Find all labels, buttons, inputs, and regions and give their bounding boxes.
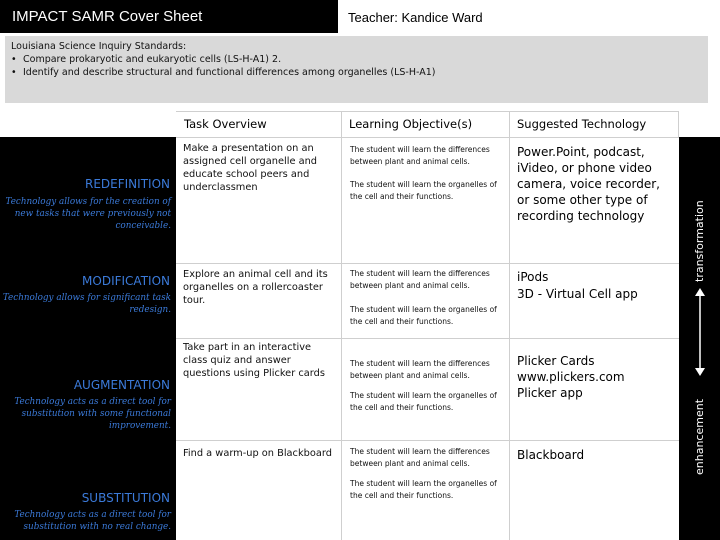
level-substitution: SUBSTITUTION <box>81 491 170 505</box>
table-divider <box>176 263 679 264</box>
technology-redefinition: Power.Point, podcast, iVideo, or phone video camera, voice recorder, or some other type of recording technology <box>517 145 660 223</box>
objective-cell: The student will learn the organelles of the cell and their functions. <box>350 391 497 412</box>
teacher-name: Teacher: Kandice Ward <box>338 0 720 33</box>
task-modification: Explore an animal cell and its organelles on a rollercoaster tour. <box>183 269 328 306</box>
standards-box <box>5 36 708 103</box>
table-divider <box>176 440 679 441</box>
table-divider <box>678 111 679 137</box>
table-divider <box>176 137 679 138</box>
objective-cell: The student will learn the organelles of the cell and their functions. <box>350 479 497 500</box>
column-header-technology: Suggested Technology <box>509 111 679 137</box>
standard-item: • Compare prokaryotic and eukaryotic cells (LS-H-A1) 2. <box>21 53 702 66</box>
level-substitution-desc: Technology acts as a direct tool for substitution with no real change. <box>14 510 171 532</box>
table-divider <box>509 111 510 540</box>
standard-item: • Identify and describe structural and functional differences among organelles (LS-H-A1) <box>21 66 702 79</box>
standards-list <box>11 53 702 79</box>
level-redefinition: REDEFINITION <box>85 177 170 191</box>
standards-title: Louisiana Science Inquiry Standards: <box>11 41 187 52</box>
level-modification-desc: Technology allows for significant task redesign. <box>2 293 171 315</box>
objective-cell: The student will learn the differences between plant and animal cells. <box>350 359 490 380</box>
level-augmentation: AUGMENTATION <box>73 378 170 392</box>
technology-modification-2: 3D - Virtual Cell app <box>517 287 638 301</box>
technology-augmentation: Plicker Cards www.plickers.com Plicker app <box>517 354 625 400</box>
page-title: IMPACT SAMR Cover Sheet <box>0 0 338 33</box>
transformation-label: transformation <box>693 200 706 282</box>
column-header-task: Task Overview <box>176 111 341 137</box>
level-modification: MODIFICATION <box>82 274 170 288</box>
task-augmentation: Take part in an interactive class quiz and answer questions using Plicker cards <box>183 342 325 379</box>
level-augmentation-desc: Technology acts as a direct tool for substitution with some functional improvement. <box>14 397 171 431</box>
objective-cell: The student will learn the differences between plant and animal cells. <box>350 145 490 166</box>
table-divider <box>176 338 679 339</box>
table-divider <box>341 111 342 540</box>
task-redefinition: Make a presentation on an assigned cell organelle and educate school peers and underclassmen <box>183 143 318 193</box>
objective-cell: The student will learn the differences between plant and animal cells. <box>350 447 490 468</box>
double-arrow-icon <box>693 288 707 376</box>
column-header-objectives: Learning Objective(s) <box>341 111 509 137</box>
objective-cell: The student will learn the differences between plant and animal cells. <box>350 269 490 290</box>
technology-substitution: Blackboard <box>517 448 585 462</box>
table-divider <box>176 111 679 112</box>
technology-modification-1: iPods <box>517 270 549 284</box>
task-substitution: Find a warm-up on Blackboard <box>183 448 332 459</box>
objective-cell: The student will learn the organelles of the cell and their functions. <box>350 305 497 326</box>
level-redefinition-desc: Technology allows for the creation of new tasks that were previously not conceivable. <box>5 197 171 231</box>
objective-cell: The student will learn the organelles of the cell and their functions. <box>350 180 497 201</box>
enhancement-label: enhancement <box>693 398 706 475</box>
